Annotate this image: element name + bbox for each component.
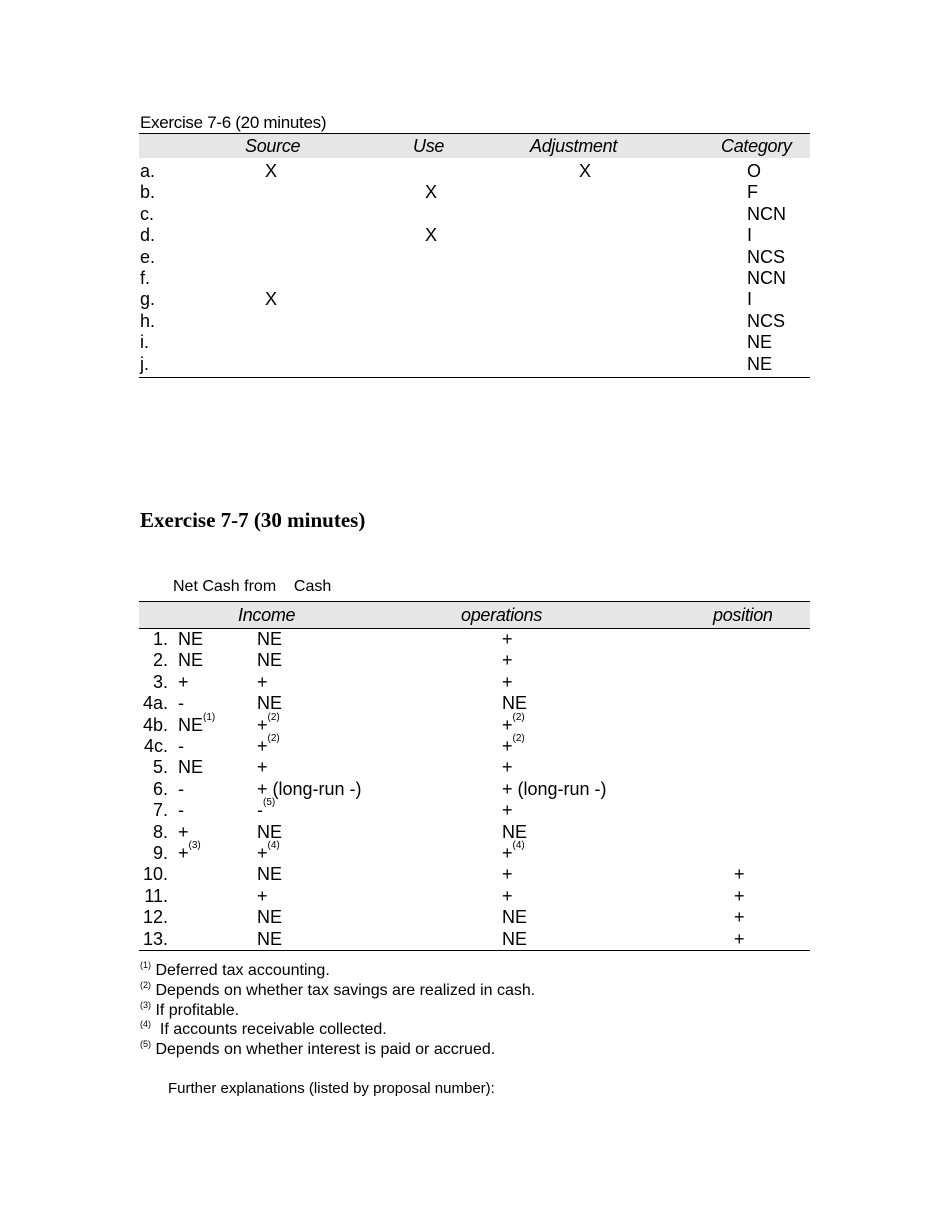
ex7-cell-d bbox=[734, 907, 745, 928]
ex7-cell-value: NE bbox=[257, 693, 283, 714]
ex7-cell-a bbox=[178, 711, 216, 736]
exercise-7-table bbox=[139, 601, 810, 951]
ex7-cell-num bbox=[139, 650, 168, 671]
ex7-cell-b bbox=[257, 840, 280, 864]
ex7-cell-value: + bbox=[178, 821, 189, 842]
ex7-cell-b bbox=[257, 864, 282, 885]
ex6-cell-source: X bbox=[265, 161, 278, 181]
ex7-footnote-ref: (2) bbox=[267, 733, 280, 744]
ex7-cell-value: 4c. bbox=[143, 736, 168, 756]
ex6-cell-label: c. bbox=[140, 203, 155, 224]
ex7-cell-value: 13. bbox=[142, 928, 168, 949]
footnote-text: If accounts receivable collected. bbox=[151, 1021, 387, 1039]
ex7-cell-value: NE bbox=[502, 907, 528, 928]
ex7-cell-value: + bbox=[257, 736, 268, 756]
footnote bbox=[140, 1021, 387, 1039]
ex7-cell-value: 8. bbox=[152, 821, 168, 842]
ex7-cell-b bbox=[257, 733, 280, 757]
ex7-cell-value: 3. bbox=[152, 671, 168, 692]
ex6-cell-label: g. bbox=[140, 289, 156, 310]
footnote bbox=[140, 1041, 495, 1059]
footnote-mark: (1) bbox=[140, 960, 151, 970]
ex7-footnote-ref: (4) bbox=[512, 840, 525, 851]
ex7-cell-value: 4b. bbox=[142, 714, 168, 735]
header-use: Use bbox=[413, 136, 445, 156]
ex7-footnote-ref: (2) bbox=[512, 711, 525, 723]
ex7-cell-value: NE bbox=[502, 928, 528, 949]
ex7-footnote-ref: (3) bbox=[188, 840, 201, 851]
ex7-cell-value: + bbox=[257, 757, 268, 778]
ex7-cell-value: - bbox=[178, 736, 184, 756]
ex7-cell-c bbox=[502, 886, 513, 907]
ex7-footnote-ref: (2) bbox=[267, 711, 280, 723]
footnote-mark: (5) bbox=[140, 1039, 151, 1050]
ex7-cell-value: + bbox=[502, 650, 513, 671]
footnote-text: Depends on whether interest is paid or accrued. bbox=[151, 1041, 496, 1059]
footnote-mark: (2) bbox=[140, 979, 151, 990]
header-income: Income bbox=[238, 605, 296, 625]
ex7-cell-num bbox=[139, 800, 168, 821]
ex7-cell-value: NE bbox=[257, 821, 283, 842]
ex7-cell-value: NE bbox=[178, 757, 204, 778]
ex7-cell-value: + bbox=[502, 800, 513, 821]
ex7-cell-value: 2. bbox=[152, 650, 168, 671]
ex7-cell-num bbox=[139, 907, 168, 928]
footnote-text: Deferred tax accounting. bbox=[151, 962, 330, 979]
ex6-cell-source: X bbox=[265, 289, 278, 310]
ex7-cell-a bbox=[178, 840, 201, 864]
ex7-cell-value: NE bbox=[257, 650, 283, 671]
ex6-cell-category: F bbox=[747, 182, 758, 203]
header-operations: operations bbox=[461, 605, 543, 625]
ex7-cell-num bbox=[139, 757, 168, 778]
ex6-cell-label: h. bbox=[140, 310, 156, 331]
ex7-cell-value: + bbox=[502, 757, 513, 778]
ex7-cell-value: + bbox=[257, 885, 268, 906]
ex7-cell-a bbox=[178, 757, 203, 778]
ex7-cell-num bbox=[139, 715, 168, 736]
ex7-cell-d bbox=[734, 864, 745, 885]
footnote-text: Depends on whether tax savings are realized in cash. bbox=[151, 981, 536, 999]
ex7-cell-value: + bbox=[178, 671, 189, 692]
ex7-cell-a bbox=[178, 736, 184, 757]
footnote bbox=[140, 962, 330, 980]
ex7-cell-value: 6. bbox=[152, 778, 168, 799]
ex7-cell-value: 11. bbox=[144, 885, 168, 906]
ex7-cell-value: NE bbox=[502, 821, 528, 842]
ex7-cell-num bbox=[139, 672, 168, 693]
exercise-6-table bbox=[139, 133, 810, 378]
ex6-cell-use: X bbox=[425, 182, 438, 203]
ex7-cell-c bbox=[502, 757, 513, 778]
ex7-cell-a bbox=[178, 822, 189, 843]
header-adjustment: Adjustment bbox=[530, 136, 618, 156]
ex6-cell-label: b. bbox=[140, 182, 156, 203]
ex7-cell-value: + bbox=[734, 885, 745, 906]
header-source: Source bbox=[245, 136, 301, 156]
ex6-cell-label: j. bbox=[140, 353, 149, 374]
ex7-cell-num bbox=[139, 864, 168, 885]
ex7-cell-value: + bbox=[502, 714, 513, 735]
exercise-7-header-row bbox=[139, 602, 810, 629]
ex6-cell-category: I bbox=[747, 225, 753, 246]
ex7-cell-value: + (long-run -) bbox=[257, 778, 362, 799]
ex7-cell-num bbox=[139, 929, 168, 950]
ex7-cell-num bbox=[139, 822, 168, 843]
ex7-cell-c bbox=[502, 907, 527, 928]
ex6-cell-label: e. bbox=[140, 246, 156, 267]
ex7-cell-b bbox=[257, 797, 276, 821]
footnote bbox=[140, 979, 536, 1000]
ex7-cell-value: 7. bbox=[152, 800, 168, 821]
ex7-cell-value: NE bbox=[178, 629, 204, 649]
ex7-cell-a bbox=[178, 693, 184, 714]
ex7-cell-value: + bbox=[257, 671, 268, 692]
ex7-cell-a bbox=[178, 672, 189, 693]
ex7-cell-c bbox=[502, 800, 513, 821]
ex6-cell-category: O bbox=[747, 161, 762, 181]
ex7-cell-value: NE bbox=[502, 693, 528, 714]
ex7-cell-value: + bbox=[734, 907, 745, 928]
ex7-cell-b bbox=[257, 886, 268, 907]
footnote bbox=[140, 999, 240, 1020]
ex7-cell-value: + bbox=[257, 714, 268, 735]
ex7-cell-value: + (long-run -) bbox=[502, 778, 607, 799]
ex7-cell-c bbox=[502, 840, 525, 864]
ex7-cell-value: 9. bbox=[152, 843, 168, 863]
ex6-cell-use: X bbox=[425, 225, 438, 246]
exercise-7-pre-header: Net Cash from Cash bbox=[173, 578, 332, 595]
ex7-cell-b bbox=[257, 650, 282, 671]
ex7-cell-value: - bbox=[178, 778, 184, 799]
header-position: position bbox=[713, 605, 773, 625]
ex7-cell-value: + bbox=[257, 843, 268, 863]
ex6-cell-category: NCS bbox=[747, 310, 786, 331]
ex7-cell-value: + bbox=[178, 843, 189, 863]
ex7-cell-a bbox=[178, 779, 184, 800]
ex7-cell-c bbox=[502, 733, 525, 757]
ex7-cell-a bbox=[178, 629, 203, 650]
ex7-cell-value: NE bbox=[257, 629, 283, 649]
ex7-cell-num bbox=[139, 886, 168, 907]
ex6-cell-category: NCN bbox=[747, 268, 786, 288]
ex7-cell-value: NE bbox=[178, 650, 204, 671]
ex7-footnote-ref: (5) bbox=[263, 797, 276, 809]
ex7-cell-value: - bbox=[178, 693, 184, 714]
ex7-cell-value: + bbox=[502, 885, 513, 906]
ex6-cell-label: a. bbox=[140, 161, 156, 181]
ex7-cell-value: + bbox=[734, 864, 745, 885]
ex7-cell-value: 12. bbox=[142, 907, 168, 928]
ex6-cell-category: NE bbox=[747, 353, 773, 374]
footnote-text: If profitable. bbox=[151, 1001, 240, 1019]
ex7-cell-d bbox=[734, 886, 745, 907]
ex7-cell-c bbox=[502, 629, 513, 650]
ex6-cell-category: I bbox=[747, 289, 753, 310]
ex7-footnote-ref: (2) bbox=[512, 733, 525, 744]
ex7-cell-b bbox=[257, 929, 282, 950]
ex7-cell-b bbox=[257, 672, 268, 693]
ex7-cell-num bbox=[139, 629, 168, 650]
ex7-cell-num bbox=[139, 693, 168, 714]
ex7-cell-value: NE bbox=[178, 714, 204, 735]
ex7-cell-value: NE bbox=[257, 928, 283, 949]
ex7-footnote-ref: (4) bbox=[267, 840, 280, 851]
ex7-cell-num bbox=[139, 779, 168, 800]
header-category: Category bbox=[721, 136, 792, 156]
ex7-cell-value: NE bbox=[257, 907, 283, 928]
ex6-cell-label: i. bbox=[140, 332, 149, 353]
exercise-7-title: Exercise 7-7 (30 minutes) bbox=[140, 508, 366, 532]
ex7-cell-c bbox=[502, 864, 513, 885]
exercise-6-header-row bbox=[139, 134, 810, 158]
footnote-mark: (4) bbox=[140, 1019, 151, 1030]
ex7-cell-value: + bbox=[734, 928, 745, 949]
ex6-cell-adjustment: X bbox=[579, 161, 592, 181]
ex7-cell-value: + bbox=[502, 864, 513, 885]
ex7-cell-b bbox=[257, 907, 282, 928]
further-explanations: Further explanations (listed by proposal number): bbox=[168, 1080, 495, 1097]
ex7-cell-value: 1. bbox=[152, 629, 168, 649]
ex7-cell-value: - bbox=[257, 800, 263, 821]
ex7-cell-value: + bbox=[502, 843, 513, 863]
ex7-cell-value: + bbox=[502, 671, 513, 692]
ex7-cell-d bbox=[734, 929, 745, 950]
ex7-cell-num bbox=[139, 736, 168, 757]
ex7-cell-value: - bbox=[178, 800, 184, 821]
ex7-cell-a bbox=[178, 800, 184, 821]
ex7-cell-a bbox=[178, 650, 203, 671]
ex7-cell-num bbox=[139, 843, 168, 864]
ex7-cell-value: NE bbox=[257, 864, 283, 885]
ex7-cell-value: 10. bbox=[142, 864, 168, 885]
ex7-cell-value: 4a. bbox=[142, 693, 168, 714]
ex6-cell-category: NCS bbox=[747, 246, 786, 267]
ex7-footnote-ref: (1) bbox=[203, 711, 216, 723]
ex6-cell-label: f. bbox=[140, 268, 151, 288]
ex7-cell-c bbox=[502, 929, 527, 950]
ex7-cell-b bbox=[257, 629, 282, 650]
exercise-6-title: Exercise 7-6 (20 minutes) bbox=[140, 113, 327, 132]
ex6-cell-label: d. bbox=[140, 225, 156, 246]
ex7-cell-value: + bbox=[502, 736, 513, 756]
ex6-cell-category: NE bbox=[747, 332, 773, 353]
footnote-mark: (3) bbox=[140, 999, 151, 1010]
ex7-cell-b bbox=[257, 757, 268, 778]
ex7-cell-value: + bbox=[502, 629, 513, 649]
ex7-cell-c bbox=[502, 650, 513, 671]
ex7-cell-c bbox=[502, 672, 513, 693]
ex7-cell-value: 5. bbox=[152, 757, 168, 778]
ex6-cell-category: NCN bbox=[747, 203, 786, 224]
ex7-cell-c bbox=[502, 779, 607, 800]
